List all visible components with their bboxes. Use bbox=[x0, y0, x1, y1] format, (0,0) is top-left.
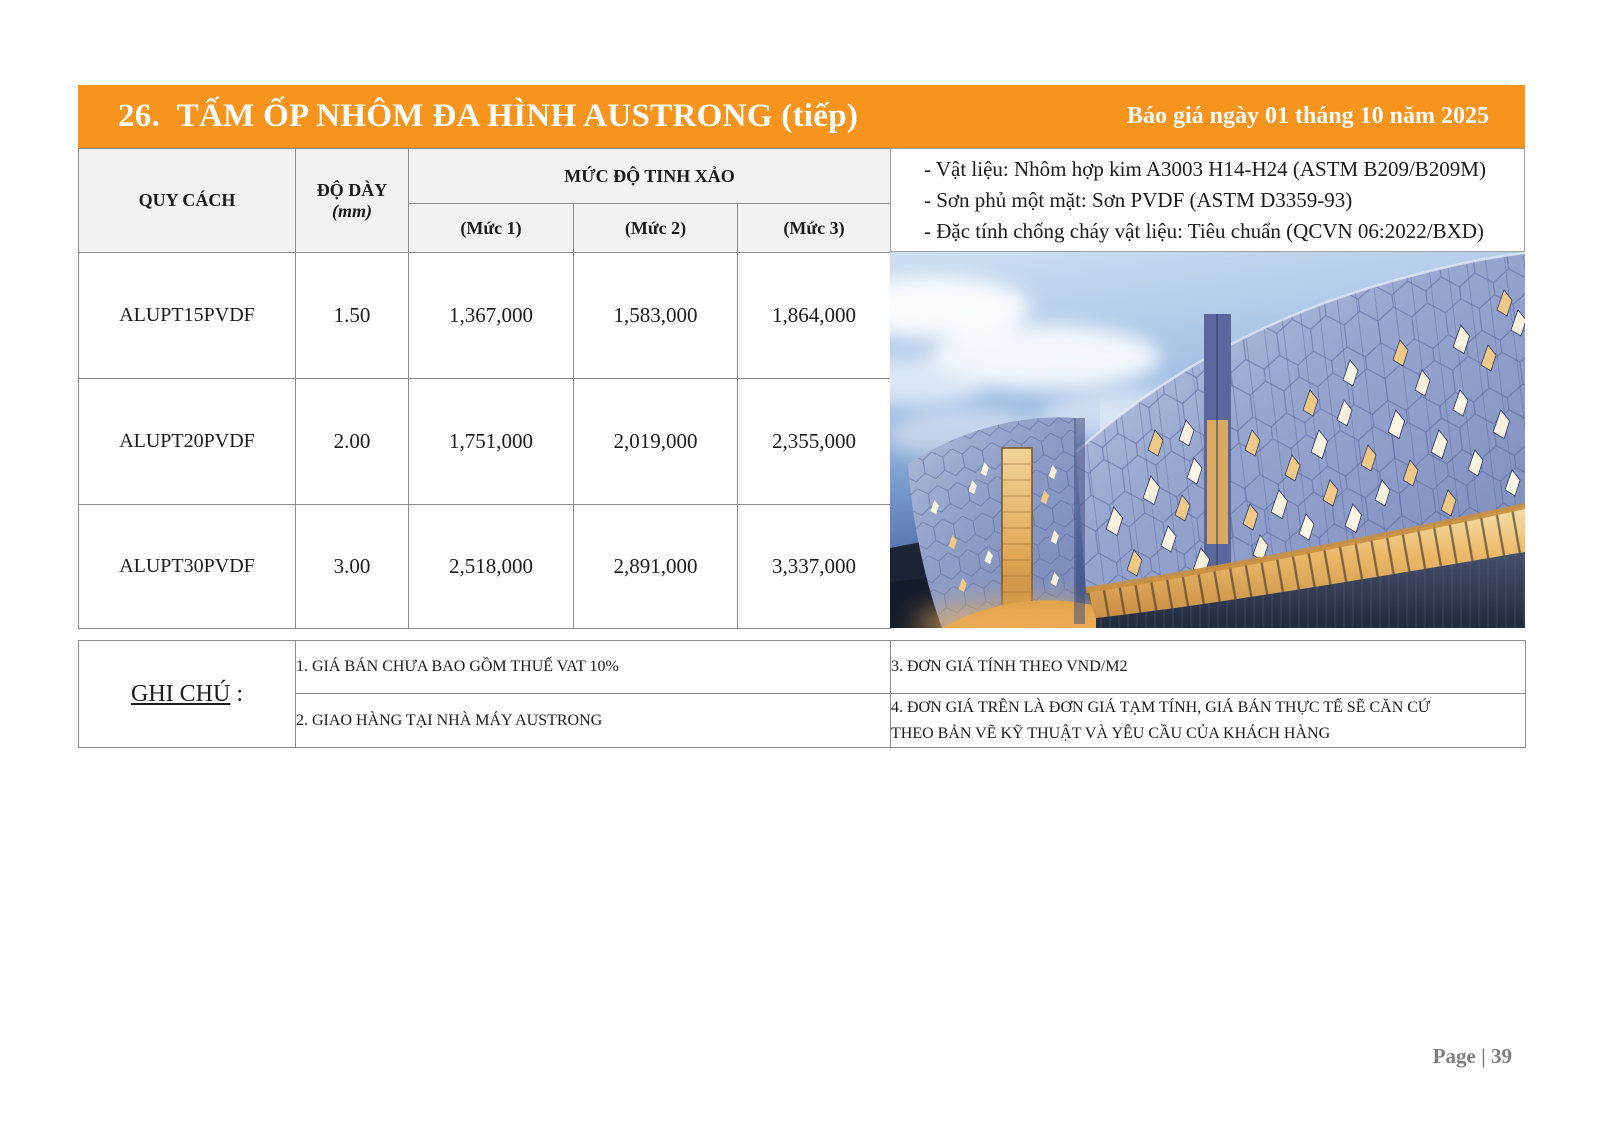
header-thickness-line1: ĐỘ DÀY bbox=[316, 179, 388, 200]
note-1: 1. GIÁ BÁN CHƯA BAO GỒM THUẾ VAT 10% bbox=[296, 641, 891, 694]
header-level-2: (Mức 2) bbox=[574, 204, 738, 253]
notes-label-cell bbox=[79, 641, 296, 748]
header-level-1: (Mức 1) bbox=[409, 204, 574, 253]
building-photo-svg bbox=[890, 252, 1525, 628]
price-level-3: 3,337,000 bbox=[738, 505, 891, 629]
material-specs-panel bbox=[890, 148, 1525, 252]
price-table bbox=[78, 148, 891, 629]
price-level-3: 1,864,000 bbox=[738, 253, 891, 379]
quotation-date: Báo giá ngày 01 tháng 10 năm 2025 bbox=[1126, 103, 1489, 129]
document-content bbox=[78, 85, 1525, 765]
product-code: ALUPT20PVDF bbox=[79, 379, 296, 505]
header-finish-group: MỨC ĐỘ TINH XẢO bbox=[409, 149, 891, 204]
product-code: ALUPT15PVDF bbox=[79, 253, 296, 379]
notes-table bbox=[78, 640, 1526, 748]
building-photo bbox=[890, 252, 1525, 628]
header-level-3: (Mức 3) bbox=[738, 204, 891, 253]
price-level-1: 1,367,000 bbox=[409, 253, 574, 379]
note-3: 3. ĐƠN GIÁ TÍNH THEO VND/M2 bbox=[891, 641, 1526, 694]
notes-label-colon: : bbox=[230, 680, 243, 707]
price-table-container bbox=[78, 148, 891, 629]
section-banner bbox=[78, 85, 1525, 148]
header-spec: QUY CÁCH bbox=[79, 149, 296, 253]
header-thickness bbox=[296, 149, 409, 253]
price-level-2: 2,891,000 bbox=[574, 505, 738, 629]
thickness-value: 3.00 bbox=[296, 505, 409, 629]
thickness-value: 2.00 bbox=[296, 379, 409, 505]
spec-line: - Sơn phủ một mặt: Sơn PVDF (ASTM D3359-93) bbox=[924, 187, 1353, 212]
table-row bbox=[79, 505, 891, 629]
header-thickness-unit: (mm) bbox=[332, 200, 372, 221]
price-level-2: 1,583,000 bbox=[574, 253, 738, 379]
note-4: 4. ĐƠN GIÁ TRÊN LÀ ĐƠN GIÁ TẠM TÍNH, GIÁ BÁN THỰC TẾ SẼ CĂN CỨ THEO BẢN VẼ KỸ THUẬT VÀ YÊU CẦU CỦA KHÁCH HÀNG bbox=[891, 694, 1526, 748]
product-code: ALUPT30PVDF bbox=[79, 505, 296, 629]
thickness-value: 1.50 bbox=[296, 253, 409, 379]
table-row bbox=[79, 379, 891, 505]
spec-line: - Đặc tính chống cháy vật liệu: Tiêu chuẩn (QCVN 06:2022/BXD) bbox=[924, 218, 1484, 243]
price-level-3: 2,355,000 bbox=[738, 379, 891, 505]
page-number: Page | 39 bbox=[1432, 1044, 1512, 1068]
glass-notch bbox=[1204, 314, 1231, 582]
price-level-1: 1,751,000 bbox=[409, 379, 574, 505]
table-row bbox=[79, 253, 891, 379]
notes-label: GHI CHÚ bbox=[131, 680, 231, 707]
price-level-2: 2,019,000 bbox=[574, 379, 738, 505]
section-title: 26. TẤM ỐP NHÔM ĐA HÌNH AUSTRONG (tiếp) bbox=[118, 98, 859, 134]
notes-container bbox=[78, 640, 1526, 748]
price-level-1: 2,518,000 bbox=[409, 505, 574, 629]
note-2: 2. GIAO HÀNG TẠI NHÀ MÁY AUSTRONG bbox=[296, 694, 891, 748]
spec-line: - Vật liệu: Nhôm hợp kim A3003 H14-H24 (ASTM B209/B209M) bbox=[924, 156, 1486, 181]
